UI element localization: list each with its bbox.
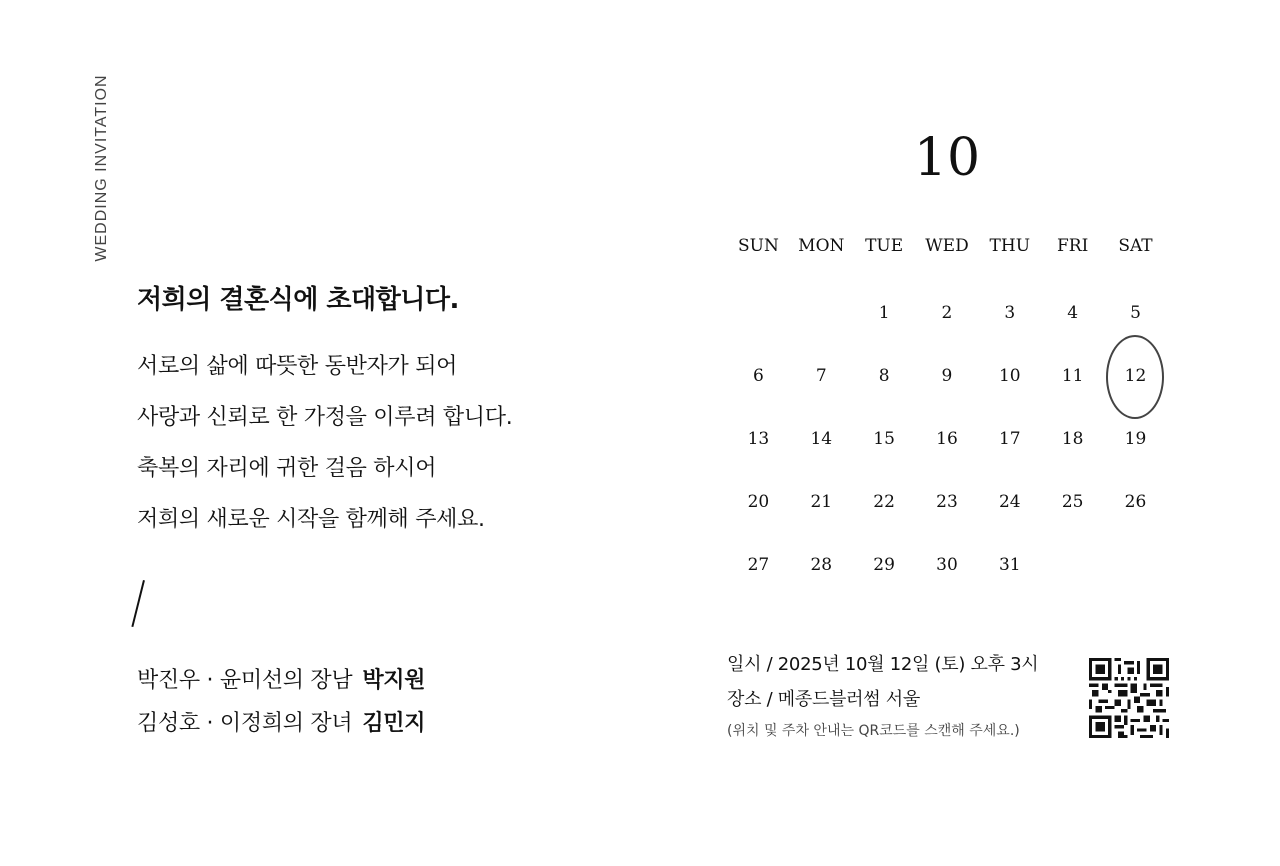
calendar-day: 25 (1061, 492, 1084, 512)
calendar-day (1104, 534, 1167, 597)
calendar-day (1041, 534, 1104, 597)
weekday-label: MON (798, 236, 845, 256)
calendar-day: 15 (873, 429, 895, 449)
calendar-day: 10 (998, 366, 1021, 386)
calendar-day-selected: 12 (1104, 345, 1167, 408)
calendar-day: 18 (1061, 429, 1084, 449)
weekday-label: THU (989, 236, 1031, 256)
calendar-day: 26 (1124, 492, 1147, 512)
groom-row (137, 664, 425, 707)
calendar-day: 4 (1067, 303, 1079, 323)
parents-block (137, 664, 425, 750)
calendar-day: 23 (936, 492, 958, 512)
message-line: 축복의 자리에 귀한 걸음 하시어 (137, 456, 437, 481)
calendar-day: 2 (941, 303, 953, 323)
weekday-label: SUN (737, 236, 779, 256)
calendar-week (727, 345, 1167, 408)
calendar-day: 1 (878, 303, 890, 323)
calendar-day: 7 (815, 366, 827, 386)
weekday-header (727, 236, 1167, 256)
calendar-week (727, 282, 1167, 345)
calendar-day (790, 282, 853, 345)
calendar-day: 27 (747, 555, 770, 575)
calendar-day: 22 (873, 492, 895, 512)
calendar-day: 13 (747, 429, 770, 449)
calendar-day: 24 (998, 492, 1021, 512)
headline: 저희의 결혼식에 초대합니다. (137, 285, 459, 315)
calendar-day: 20 (747, 492, 770, 512)
calendar-day (727, 282, 790, 345)
message-line: 사랑과 신뢰로 한 가정을 이루려 합니다. (137, 405, 513, 430)
message-lines (137, 350, 512, 554)
calendar-day: 21 (810, 492, 833, 512)
weekday-label: TUE (865, 236, 904, 256)
qr-note: (위치 및 주차 안내는 QR코드를 스캔해 주세요.) (727, 723, 1020, 739)
calendar-day: 6 (753, 366, 764, 386)
calendar-day: 5 (1130, 303, 1141, 323)
calendar-day: 14 (810, 429, 833, 449)
calendar-grid (727, 282, 1167, 597)
groom-name: 박지원 (362, 668, 426, 693)
calendar-day: 31 (998, 555, 1021, 575)
calendar-week (727, 471, 1167, 534)
event-venue: 장소 / 메종드블러썸 서울 (727, 689, 920, 710)
calendar-day: 17 (998, 429, 1021, 449)
bride-row (137, 707, 425, 750)
bride-parents: 김성호 · 이정희의 장녀 (137, 711, 353, 736)
calendar-week (727, 408, 1167, 471)
event-datetime: 일시 / 2025년 10월 12일 (토) 오후 3시 (727, 654, 1039, 675)
calendar-day: 9 (941, 366, 953, 386)
side-label: WEDDING INVITATION (93, 74, 110, 262)
groom-parents: 박진우 · 윤미선의 장남 (137, 668, 353, 693)
calendar-day: 29 (873, 555, 895, 575)
calendar-day: 28 (810, 555, 833, 575)
calendar-day: 19 (1124, 429, 1147, 449)
weekday-label: WED (925, 236, 969, 256)
message-line: 서로의 삶에 따뜻한 동반자가 되어 (137, 354, 458, 379)
calendar-month: 10 (913, 128, 981, 188)
message-line: 저희의 새로운 시작을 함께해 주세요. (137, 507, 485, 532)
calendar-day: 3 (1004, 303, 1016, 323)
calendar-week (727, 534, 1167, 597)
weekday-label: SAT (1118, 236, 1153, 256)
calendar-day: 8 (878, 366, 890, 386)
bride-name: 김민지 (362, 711, 426, 736)
event-info (727, 648, 1038, 740)
calendar-day: 30 (936, 555, 958, 575)
slash-divider (131, 580, 145, 627)
qr-code-icon[interactable] (1089, 657, 1169, 739)
calendar-day: 16 (936, 429, 958, 449)
weekday-label: FRI (1056, 236, 1089, 256)
calendar-day: 11 (1061, 366, 1084, 386)
